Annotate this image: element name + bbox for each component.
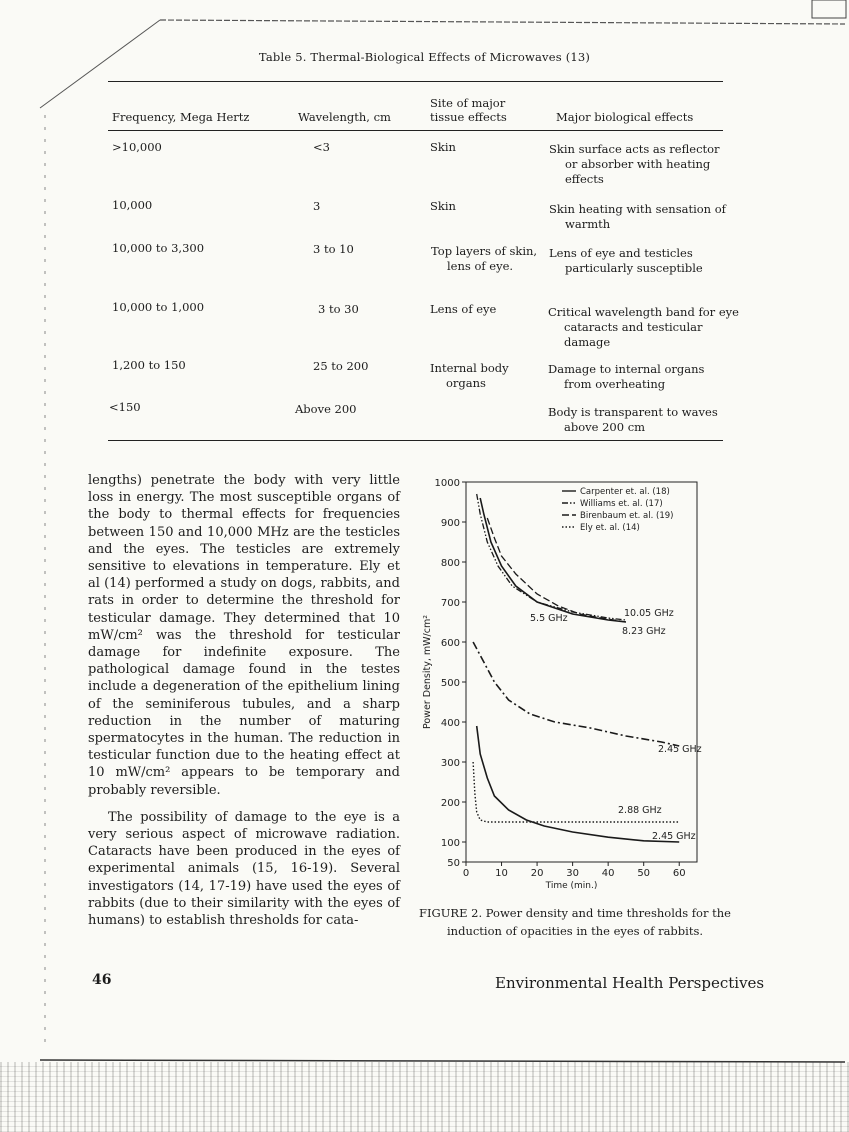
cell-site: Lens of eye bbox=[430, 302, 497, 316]
series-label: 2.88 GHz bbox=[618, 805, 662, 816]
cell-frequency: >10,000 bbox=[112, 140, 162, 154]
cell-effects: Body is transparent to waves above 200 cm bbox=[548, 405, 718, 434]
cell-frequency: 10,000 to 1,000 bbox=[112, 300, 205, 314]
scan-edge-line bbox=[160, 20, 845, 24]
cell-site: Skin bbox=[430, 199, 456, 213]
table-header-wavelength: Wavelength, cm bbox=[298, 110, 391, 124]
cell-frequency: 10,000 bbox=[112, 198, 153, 212]
y-tick-label: 1000 bbox=[434, 478, 460, 489]
table-caption: Table 5. Thermal-Biological Effects of Microwaves (13) bbox=[258, 50, 591, 64]
cell-wavelength: 25 to 200 bbox=[313, 359, 369, 373]
table-header-frequency: Frequency, Mega Hertz bbox=[112, 110, 250, 124]
y-tick-label: 400 bbox=[440, 718, 460, 729]
cell-wavelength: 3 to 10 bbox=[313, 242, 354, 256]
x-axis-label: Time (min.) bbox=[545, 881, 598, 890]
y-axis-label: Power Density, mW/cm² bbox=[422, 614, 433, 730]
y-tick-label: 900 bbox=[440, 518, 460, 529]
cell-effects: Critical wavelength band for eye cataracts and testicular damage bbox=[548, 305, 739, 349]
cell-effects: Damage to internal organs from overheating bbox=[548, 362, 705, 391]
y-tick-label: 600 bbox=[440, 638, 460, 649]
cell-effects: Skin heating with sensation of warmth bbox=[549, 202, 726, 231]
x-tick-label: 40 bbox=[601, 868, 615, 879]
cell-site: Internal body organs bbox=[430, 361, 509, 390]
cell-effects: Skin surface acts as reflector or absorber with heating effects bbox=[549, 142, 720, 186]
series-label: 2.45 GHz bbox=[658, 744, 702, 755]
cell-frequency: 10,000 to 3,300 bbox=[112, 241, 205, 255]
x-tick-label: 0 bbox=[462, 868, 470, 879]
paragraph: The possibility of damage to the eye is a very serious aspect of microwave radiation. Cataracts have been produced in the eyes of experimental animals (15, 16-19). Several investigators (14, 17-19) have used the eyes of rabbits (due to their similarity with the eyes of humans) to establish thresholds for cata- bbox=[88, 809, 400, 929]
cell-wavelength: 3 to 30 bbox=[318, 302, 359, 316]
legend-label: Williams et. al. (17) bbox=[580, 499, 663, 509]
x-tick-label: 10 bbox=[495, 868, 508, 879]
x-tick-label: 20 bbox=[530, 868, 544, 879]
corner-mark bbox=[812, 0, 846, 18]
y-tick-label: 50 bbox=[447, 858, 460, 869]
x-tick-label: 30 bbox=[566, 868, 579, 879]
cell-site: Skin bbox=[430, 140, 456, 154]
legend-label: Birenbaum et. al. (19) bbox=[580, 511, 674, 521]
legend-label: Carpenter et. al. (18) bbox=[580, 487, 670, 497]
page-number: 46 bbox=[92, 972, 112, 988]
cell-site: Top layers of skin, lens of eye. bbox=[431, 244, 538, 273]
y-tick-label: 800 bbox=[440, 558, 460, 569]
x-tick-label: 50 bbox=[637, 868, 651, 879]
cell-frequency: <150 bbox=[109, 400, 141, 414]
journal-name: Environmental Health Perspectives bbox=[495, 974, 765, 992]
y-tick-label: 200 bbox=[440, 798, 460, 809]
legend-label: Ely et. al. (14) bbox=[580, 523, 640, 533]
table-header-site: Site of major tissue effects bbox=[430, 96, 507, 124]
cell-wavelength: 3 bbox=[313, 199, 321, 213]
y-tick-label: 500 bbox=[440, 678, 460, 689]
cell-effects: Lens of eye and testicles particularly susceptible bbox=[549, 246, 703, 275]
x-tick-label: 60 bbox=[672, 868, 686, 879]
y-tick-label: 700 bbox=[440, 598, 460, 609]
cell-frequency: 1,200 to 150 bbox=[112, 358, 186, 372]
series-label: 2.45 GHz bbox=[652, 831, 696, 842]
series-label: 8.23 GHz bbox=[622, 626, 666, 637]
series-label: 5.5 GHz bbox=[530, 613, 568, 624]
cell-wavelength: Above 200 bbox=[295, 402, 357, 416]
table-header-effects: Major biological effects bbox=[556, 110, 694, 124]
scan-noise bbox=[0, 1062, 849, 1132]
figure-caption: FIGURE 2. Power density and time thresholds for the induction of opacities in the eyes of rabbits. bbox=[419, 906, 731, 938]
cell-wavelength: <3 bbox=[313, 140, 330, 154]
scan-edge-line bbox=[40, 20, 160, 108]
y-tick-label: 100 bbox=[440, 838, 460, 849]
paragraph: lengths) penetrate the body with very little loss in energy. The most susceptible organs of the body to thermal effects for frequencies between 150 and 10,000 MHz are the testicles and the eyes. The testicles are extremely sensitive to elevations in temperature. Ely et al (14) performed a study on dogs, rabbits, and rats in order to determine the threshold for testicular damage. They determined that 10 mW/cm² was the threshold for testicular damage for indefinite exposure. The pathological damage found in the testes include a degeneration of the epithelium lining of the seminiferous tubules, and a sharp reduction in the number of maturing spermatocytes in the human. The reduction in testicular function due to the heating effect at 10 mW/cm² appears to be temporary and probably reversible. bbox=[88, 473, 400, 798]
y-tick-label: 300 bbox=[440, 758, 460, 769]
series-label: 10.05 GHz bbox=[624, 608, 674, 619]
